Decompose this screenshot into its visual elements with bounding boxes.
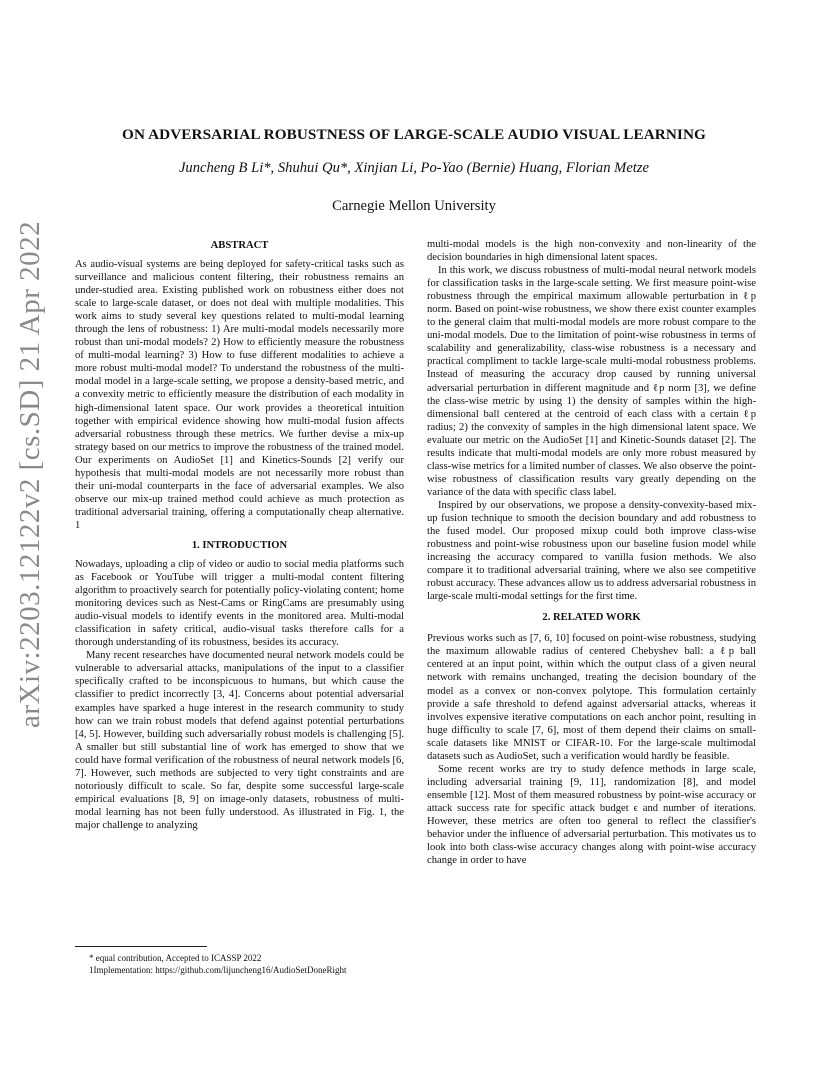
intro-paragraph-4: In this work, we discuss robustness of multi-modal neural network models for classification tasks in the large-scale setting. We first measure point-wise robustness through the empirical maximum allowable perturbation in ℓp norm. Based on point-wise robustness, we show there exist counter examples to the general claim that multi-modal models are more robust compare to the uni-modal models. Due to the limitation of point-wise robustness in terms of scalability and generalizability, class-wise robustness is a necessary and practical compliment to tackle large-scale multi-modal robustness problems. Instead of measuring the accuracy drop caused by running universal adversarial perturbation in different magnitude and ℓp norm [3], we define the class-wise metric by using 1) the density of samples within the high-dimensional ball centered at the centroid of each class with a certain ℓp radius; 2) the convexity of samples in the high dimensional latent space. We evaluate our metric on the AudioSet [1] and Kinetic-Sounds dataset [2]. The results indicate that multi-modal models are only more robust measured by class-wise metrics for a limited number of classes. We also observe the point-wise robustness of classification results vary greatly depending on the variance of the data with specific class label. xyxy=(427,265,756,498)
left-column xyxy=(75,238,404,832)
abstract-heading: ABSTRACT xyxy=(210,240,269,251)
author-list: Juncheng B Li*, Shuhui Qu*, Xinjian Li, Po-Yao (Bernie) Huang, Florian Metze xyxy=(178,160,650,176)
related-work-paragraph-2: Some recent works are try to study defence methods in large scale, including adversarial training [9, 11], randomization [8], and model ensemble [12]. Most of them measured robustness by point-wise accuracy or attack success rate for specific attack budget ϵ and number of iterations. However, these metrics are often too general to reflect the classifier's behavior under the influence of adversarial perturbation. This motivates us to look into both class-wise accuracy changes along with point-wise accuracy change in order to have xyxy=(427,763,756,867)
paper-title: ON ADVERSARIAL ROBUSTNESS OF LARGE-SCALE AUDIO VISUAL LEARNING xyxy=(122,126,706,143)
intro-paragraph-3: multi-modal models is the high non-convexity and non-linearity of the decision boundaries in high dimensional latent spaces. xyxy=(427,239,756,264)
affiliation: Carnegie Mellon University xyxy=(332,198,496,214)
abstract-text: As audio-visual systems are being deployed for safety-critical tasks such as surveillance and malicious content filtering, their robustness remains an under-studied area. Existing published work on robustness either does not scale to large-scale dataset, or does not deal with multiple modalities. This work aims to study several key questions related to multi-modal learning through the lens of robustness: 1) Are multi-modal models necessarily more robust than uni-modal models? 2) How to efficiently measure the robustness of multi-modal learning? 3) How to fuse different modalities to achieve a more robust multi-modal model? To understand the robustness of the multi-modal model in a large-scale setting, we propose a density-based metric, and a convexity metric to efficiently measure the distribution of each modality in high-dimensional latent space. Our work provides a theoretical intuition together with empirical evidence showing how multi-modal fusion affects adversarial robustness through these metrics. We further devise a mix-up strategy based on our metrics to improve the robustness of the trained model. Our experiments on AudioSet [1] and Kinetics-Sounds [2] verify our hypothesis that multi-modal models are not necessarily more robust than their uni-modal counterparts in the face of adversarial examples. We also observe our mix-up trained method could achieve as much protection as traditional adversarial training, offering a computationally cheap alternative. 1 xyxy=(75,259,404,531)
arxiv-identifier: arXiv:2203.12122v2 [cs.SD] 21 Apr 2022 xyxy=(14,220,46,728)
introduction-heading: 1. INTRODUCTION xyxy=(191,539,288,551)
related-work-heading: 2. RELATED WORK xyxy=(542,612,641,624)
intro-paragraph-5: Inspired by our observations, we propose a density-convexity-based mix-up fusion technique to smooth the decision boundary and add robustness to the fused model. Our proposed mixup could both improve class-wise robustness and point-wise robustness upon our baseline fusion model while increasing the accuracy compared to vanilla fusion methods. We also compare it to traditional adversarial training, where we also see competitive robust accuracy. These advances allow us to address adversarial robustness in large-scale multi-modal settings for the first time. xyxy=(427,499,756,603)
related-work-paragraph-1: Previous works such as [7, 6, 10] focused on point-wise robustness, studying the maximum allowable radius of centered Chebyshev ball: a ℓp ball centered at an input point, within which the output class of a given neural network with remains unchanged, treating the decision boundary of the model as a convex or non-convex polytope. This formulation certainly provide a safe threshold to defend against adversarial attacks, whereas it involves expensive iterative computations on each anchor point, resulting in huge difficulty to scale [7, 6], most of them depend their claims on small-scale datasets like MNIST or CIFAR-10. For the large-scale multimodal datasets such as AudioSet, such a verification would hardly be feasible. xyxy=(427,633,756,762)
intro-paragraph-1: Nowadays, uploading a clip of video or audio to social media platforms such as Facebook or YouTube will trigger a multi-modal content filtering algorithm to proactively search for potentially policy-violating content; home monitoring devices such as Nest-Cams or RingCams are presumably using audio-visual models to identify events in the monitored area. Multi-modal classification in safety critical, audio-visual tasks therefore calls for a thorough understanding of its robustness, besides its accuracy. xyxy=(75,558,404,649)
footnote-equal-contribution: * equal contribution, Accepted to ICASSP 2022 xyxy=(89,953,262,963)
footnote-rule xyxy=(75,946,207,947)
footnotes xyxy=(75,946,404,976)
footnote-implementation: 1Implementation: https://github.com/lijuncheng16/AudioSetDoneRight xyxy=(89,964,347,975)
right-column xyxy=(427,238,756,867)
intro-paragraph-2: Many recent researches have documented neural network models could be vulnerable to adversarial attacks, manipulations of the input to a classifier specifically crafted to be inconspicuous to humans, but which cause the classifier to predict incorrectly [3, 4]. Concerns about potential adversarial examples have sparked a huge interest in the research community to study how can we train robust models that defend against potential perturbations [4, 5]. However, building such adversarially robust models is challenging [5]. A smaller but still substantial line of work has emerged to show that we could have formal verification of the robustness of neural network models [6, 7]. However, such methods are subjected to very tight constraints and are notoriously difficult to scale. So far, despite some successful large-scale empirical evaluations [8, 9] on image-only datasets, robustness of multi-modal learning has not been fully understood. As illustrated in Fig. 1, the major challenge to analyzing xyxy=(75,650,404,831)
